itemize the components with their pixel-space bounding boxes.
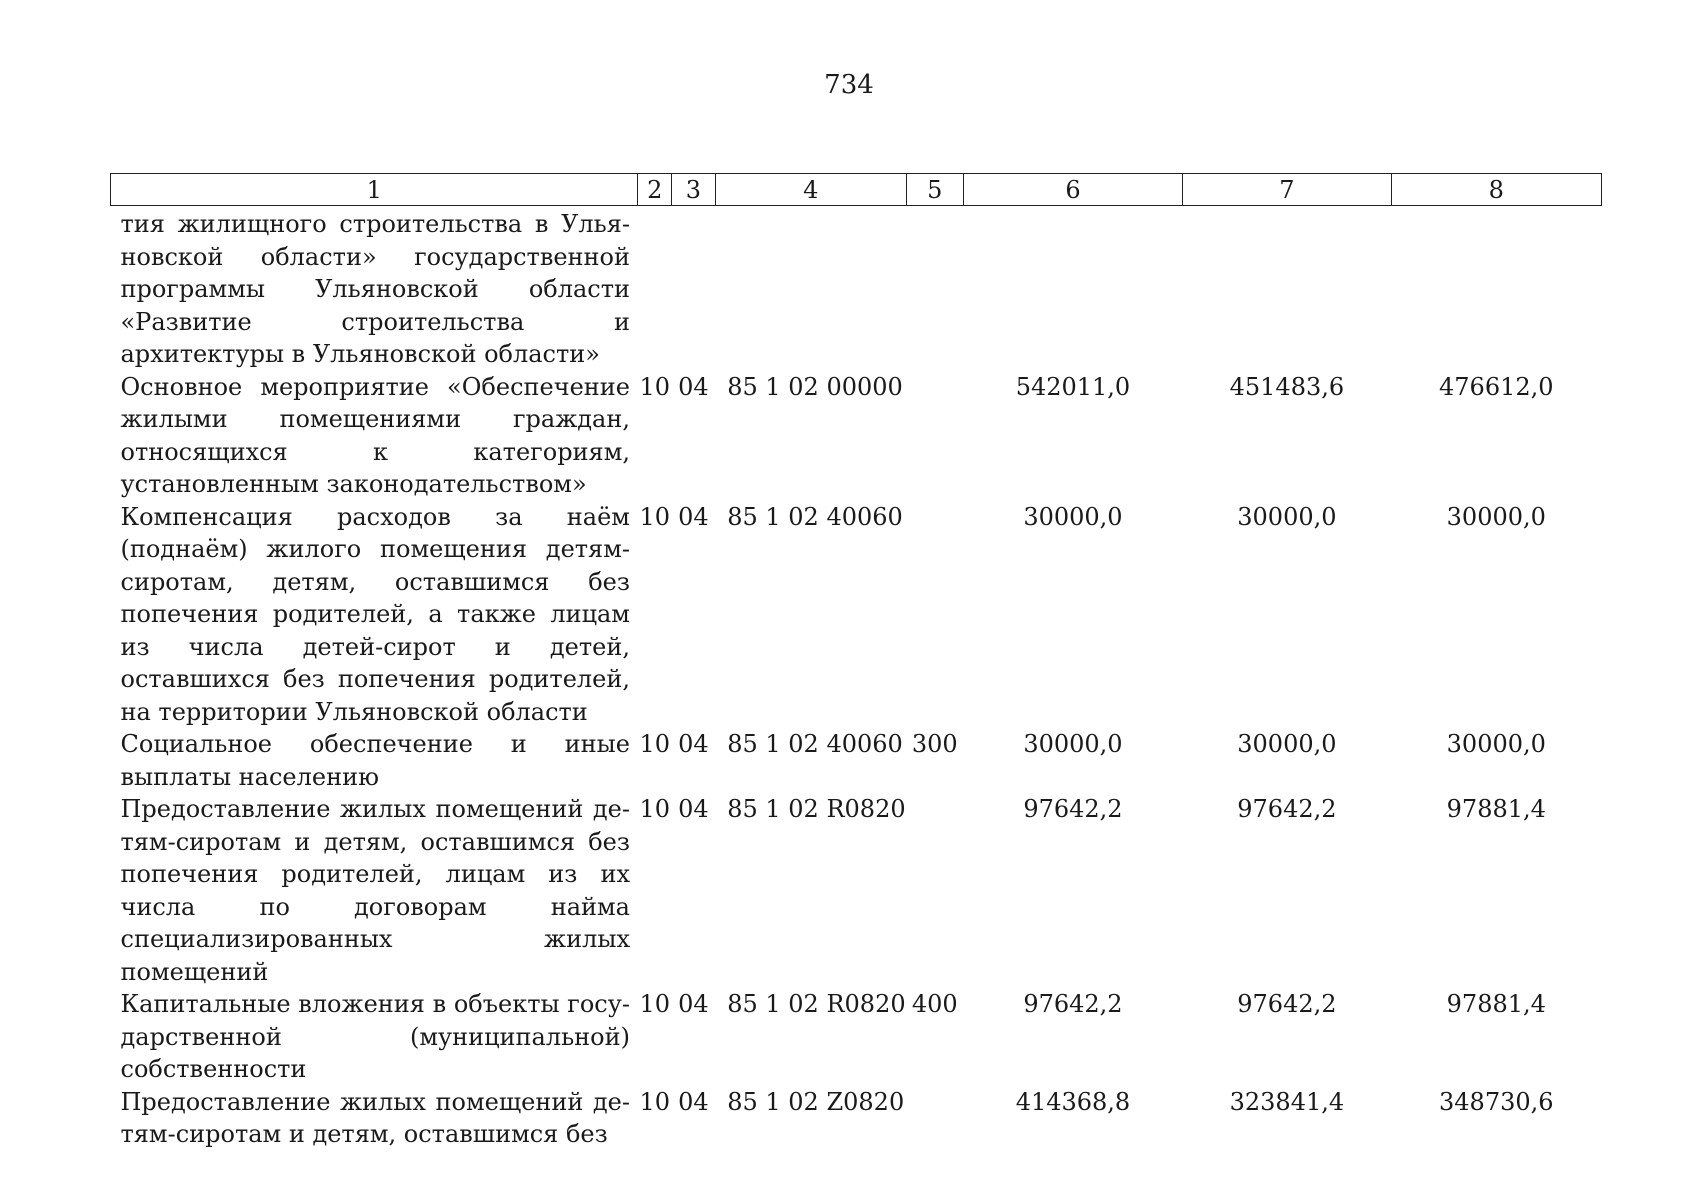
- row-name: Основное мероприятие «Обеспечение жилыми помещениями граждан, относящихся к категориям, установленным законодательством»: [120, 372, 630, 498]
- row-amount-col7: 97642,2: [1237, 990, 1337, 1018]
- row-subsection: [672, 206, 716, 371]
- row-subsection: 04: [678, 502, 709, 531]
- row-expense-type: [906, 371, 963, 501]
- column-header: 1: [111, 174, 638, 206]
- row-subsection: 04: [678, 730, 709, 758]
- row-section: 10: [639, 372, 671, 401]
- column-header: 6: [963, 174, 1183, 206]
- row-expense-type: [906, 1086, 963, 1151]
- row-amount-col6: 30000,0: [1023, 730, 1123, 758]
- row-name: Предоставление жилых помещений детям-сиротам и детям, оставшимся без: [120, 1087, 630, 1148]
- row-amount-col8: 30000,0: [1446, 730, 1546, 758]
- row-expense-type: 300: [911, 730, 958, 758]
- row-name: Капитальные вложения в объекты государственной (муниципальной) собственности: [120, 990, 630, 1083]
- row-amount-col8: 476612,0: [1439, 372, 1554, 401]
- row-amount-col7: 30000,0: [1237, 502, 1337, 531]
- row-amount-col8: 97881,4: [1446, 795, 1546, 823]
- row-amount-col7: [1183, 206, 1391, 371]
- column-header: 4: [715, 174, 906, 206]
- row-name: Предоставление жилых помещений детям-сиротам и детям, оставшимся без попечения родителей, лицам из их числа по договорам найма специализированных жилых помещений: [120, 795, 630, 986]
- table-header-row: [111, 174, 1602, 206]
- row-target-code: 85 1 02 R0820: [727, 795, 906, 823]
- row-name: тия жилищного строительства в Ульяновской области» государственной программы Ульяновской области «Развитие строительства и архитектуры в Ульяновской области»: [120, 210, 630, 368]
- budget-table: [110, 173, 1602, 1151]
- column-header: 2: [638, 174, 672, 206]
- column-header: 7: [1183, 174, 1391, 206]
- column-header: 8: [1391, 174, 1601, 206]
- table-row: [111, 1086, 1602, 1151]
- row-target-code: 85 1 02 Z0820: [727, 1087, 905, 1116]
- table-row: [111, 728, 1602, 793]
- row-amount-col6: 30000,0: [1023, 502, 1123, 531]
- column-header: 3: [672, 174, 716, 206]
- row-section: 10: [639, 795, 671, 823]
- row-amount-col6: 542011,0: [1015, 372, 1131, 401]
- row-subsection: 04: [678, 1087, 709, 1116]
- row-amount-col7: 451483,6: [1229, 372, 1345, 401]
- table-row: [111, 206, 1602, 371]
- row-expense-type: [906, 793, 963, 988]
- row-amount-col6: 414368,8: [1015, 1087, 1131, 1116]
- row-subsection: 04: [678, 990, 709, 1018]
- row-expense-type: [906, 206, 963, 371]
- row-section: 10: [639, 730, 671, 758]
- row-amount-col7: 97642,2: [1237, 795, 1337, 823]
- page-number: 734: [824, 70, 874, 100]
- row-amount-col8: 348730,6: [1439, 1087, 1554, 1116]
- table-row: [111, 371, 1602, 501]
- row-section: [638, 206, 672, 371]
- row-target-code: [715, 206, 906, 371]
- row-amount-col8: 97881,4: [1446, 990, 1546, 1018]
- row-name: Компенсация расходов за наём (поднаём) жилого помещения детям-сиротам, детям, оставшимся без попечения родителей, а также лицам из числа детей-сирот и детей, оставшихся без попечения родителей, на территории Ульяновской области: [120, 502, 630, 726]
- row-amount-col7: 30000,0: [1237, 730, 1337, 758]
- row-section: 10: [639, 990, 671, 1018]
- row-expense-type: [906, 501, 963, 729]
- row-amount-col6: 97642,2: [1023, 990, 1123, 1018]
- column-header: 5: [906, 174, 963, 206]
- row-amount-col8: [1391, 206, 1601, 371]
- row-subsection: 04: [678, 795, 709, 823]
- row-target-code: 85 1 02 R0820: [727, 990, 906, 1018]
- row-target-code: 85 1 02 00000: [727, 372, 903, 401]
- row-target-code: 85 1 02 40060: [727, 730, 903, 758]
- row-amount-col7: 323841,4: [1229, 1087, 1345, 1116]
- row-amount-col6: [963, 206, 1183, 371]
- row-amount-col6: 97642,2: [1023, 795, 1123, 823]
- table-row: [111, 501, 1602, 729]
- row-target-code: 85 1 02 40060: [727, 502, 903, 531]
- table-row: [111, 793, 1602, 988]
- row-subsection: 04: [678, 372, 709, 401]
- row-amount-col8: 30000,0: [1446, 502, 1546, 531]
- row-name: Социальное обеспечение и иные выплаты населению: [120, 730, 630, 791]
- row-section: 10: [639, 502, 671, 531]
- row-section: 10: [639, 1087, 671, 1116]
- row-expense-type: 400: [911, 990, 958, 1018]
- table-row: [111, 988, 1602, 1086]
